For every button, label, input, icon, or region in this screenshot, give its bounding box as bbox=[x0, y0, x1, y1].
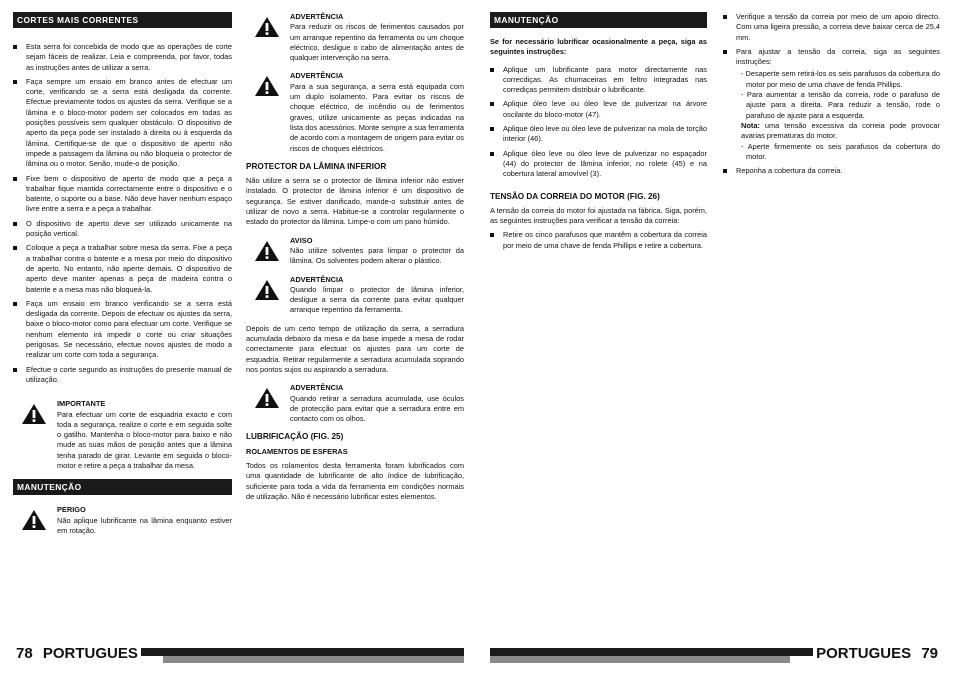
notice-title: AVISO bbox=[290, 235, 313, 245]
subheading: TENSÃO DA CORREIA DO MOTOR (FIG. 26) bbox=[490, 191, 660, 201]
column-3 bbox=[490, 12, 707, 255]
warning-notice bbox=[246, 275, 464, 316]
list-item: Aplique óleo leve ou óleo leve de pulverizar na mola de torção interior (46). bbox=[490, 124, 707, 145]
page-number: 78 bbox=[16, 645, 33, 662]
warning-icon bbox=[254, 75, 280, 97]
footer-bar-grey bbox=[490, 656, 790, 663]
notice-text: Não aplique lubrificante na lâmina enquanto estiver em rotação. bbox=[57, 515, 232, 535]
notice-text: Para reduzir os riscos de ferimentos causados por um arranque repentino da ferramenta ou um choque eléctrico, desligue o cabo de alimentação antes de qualquer intervenção na serra. bbox=[290, 22, 464, 63]
paragraph: A tensão da correia do motor foi ajustada na fábrica. Siga, porém, as seguintes instruções para verificar a tensão da correia: bbox=[490, 205, 707, 226]
note-label: Nota: bbox=[741, 120, 760, 130]
warning-notice bbox=[246, 12, 464, 63]
column-1 bbox=[13, 12, 232, 544]
footer-right bbox=[490, 645, 941, 662]
list-item: Aplique óleo leve ou óleo leve de pulverizar no espaçador (44) do protector de lâmina inferior, no rolete (45) e na cobertura lateral amovível (3). bbox=[490, 149, 707, 180]
list-item: Faça um ensaio em branco verificando se a serra está desligada da corrente. Depois de efectuar os ajustes da serra, baixe o bloco-motor como para efectuar um corte. Verifique se nenhum elemento irá impedir o corte ou criar situações perigosas. Se necessário, efectue novos ajustes de modo a realizar um corte com toda a segurança. bbox=[13, 299, 232, 361]
aviso-notice bbox=[246, 236, 464, 267]
notice-text: Quando limpar o protector de lâmina inferior, desligue a serra da corrente para evitar qualquer arranque repentino da ferramenta. bbox=[290, 284, 464, 315]
paragraph: Todos os rolamentos desta ferramenta foram lubrificados com uma quantidade de lubrificante de alto índice de lubrificação, suficiente para toda a vida da ferramenta em condições normais de utilização. Não é necessário lubrificar estes elementos. bbox=[246, 460, 464, 501]
warning-icon bbox=[254, 16, 280, 38]
warning-icon bbox=[21, 509, 47, 531]
list-item bbox=[723, 47, 940, 68]
paragraph: Não utilize a serra se o protector de lâmina inferior não estiver instalado. O protector de lâmina inferior é um dispositivo de segurança. Se estiver danificado, mande-o substituir antes de utilizar de novo a serra. Habitue-se a controlar regularmente o estado do protector da lâmina. Limpe-o com um pano húmido. bbox=[246, 176, 464, 227]
warning-icon bbox=[254, 279, 280, 301]
paragraph: Depois de um certo tempo de utilização da serra, a serradura acumulada debaixo da mesa e da base impede a mesa de rodar correctamente para efectuar os ajustes para um corte de esquadria. Retirar regularmente a serradura acumulada soprando nos pontos sujos ou aspirando a serradura. bbox=[246, 323, 464, 374]
notice-text: Não utilize solventes para limpar o protector da lâmina. Os solventes podem alterar o plástico. bbox=[290, 245, 464, 266]
note bbox=[736, 121, 940, 142]
notice-title: ADVERTÊNCIA bbox=[290, 383, 344, 393]
dash-item: - Aperte firmemente os seis parafusos da cobertura do motor. bbox=[741, 141, 940, 161]
warning-icon bbox=[254, 240, 280, 262]
page-language: PORTUGUES bbox=[42, 645, 138, 662]
section-header-manutencao: MANUTENÇÃO bbox=[13, 479, 232, 495]
list-item-text: Para ajustar a tensão da correia, siga as seguintes instruções: bbox=[736, 46, 940, 67]
list-item: Reponha a cobertura da correia. bbox=[723, 166, 940, 176]
list-item: Verifique a tensão da correia por meio de um apoio directo. Com uma ligeira pressão, a correia deve baixar cerca de 25,4 mm. bbox=[723, 12, 940, 43]
bullet-list bbox=[723, 166, 940, 176]
notice-title: ADVERTÊNCIA bbox=[290, 71, 344, 81]
page-label bbox=[13, 645, 141, 662]
subheading: PROTECTOR DA LÂMINA INFERIOR bbox=[246, 161, 387, 171]
warning-notice bbox=[246, 71, 464, 153]
subheading: LUBRIFICAÇÃO (FIG. 25) bbox=[246, 432, 344, 442]
page-language: PORTUGUES bbox=[816, 645, 912, 662]
column-2 bbox=[246, 12, 464, 502]
page-label bbox=[813, 645, 941, 662]
notice-text: Quando retirar a serradura acumulada, use óculos de protecção para evitar que a serradura entre em contacto com os olhos. bbox=[290, 393, 464, 424]
page-number: 79 bbox=[921, 645, 938, 662]
bullet-list bbox=[490, 65, 707, 180]
list-item: Esta serra foi concebida de modo que as operações de corte sejam fáceis de realizar. Leia e compreenda, por favor, todas as instruções antes de utilizar a serra. bbox=[13, 42, 232, 73]
footer-left bbox=[13, 645, 464, 662]
list-item: Aplique óleo leve ou óleo leve de pulverizar na árvore oscilante do bloco-motor (47). bbox=[490, 99, 707, 120]
notice-text: Para a sua segurança, a serra está equipada com um duplo isolamento. Para evitar os riscos de choque eléctrico, de incêndio ou de ferimentos graves, utilize unicamente as peças indicadas na lista dos acessórios. Monte sempre a sua ferramenta de acordo com a montagem de origem para evitar os riscos de choques eléctricos. bbox=[290, 81, 464, 153]
list-item: O dispositivo de aperto deve ser utilizado unicamente na posição vertical. bbox=[13, 219, 232, 240]
bullet-list bbox=[490, 230, 707, 251]
important-notice bbox=[13, 399, 232, 471]
footer-bar-grey bbox=[163, 656, 464, 663]
notice-text: Para efectuar um corte de esquadria exacto e com toda a segurança, realize o corte e em seguida solte o gatilho. Mantenha o bloco-motor para baixo e não mude as suas mãos de posição antes que a lâmina tenha parado de girar. Levante em seguida o bloco-motor e retire a peça a trabalhar da mesa. bbox=[57, 409, 232, 470]
list-item: Retire os cinco parafusos que mantêm a cobertura da correia por meio de uma chave de fenda Phillips e retire a cobertura. bbox=[490, 230, 707, 251]
notice-title: ADVERTÊNCIA bbox=[290, 274, 344, 284]
dash-item: - Desaperte sem retirá-los os seis parafusos da cobertura do motor por meio de uma chave de fenda Phillips. bbox=[741, 69, 940, 89]
list-item: Fixe bem o dispositivo de aperto de modo que a peça a trabalhar fique mantida correctamente entre o dispositivo e o batente, o suporte ou a base. Não deve haver nenhum espaço livre entre a serra e a peça a trabalhar. bbox=[13, 174, 232, 215]
section-header-cortes: CORTES MAIS CORRENTES bbox=[13, 12, 232, 28]
warning-notice bbox=[246, 383, 464, 424]
list-item: Faça sempre um ensaio em branco antes de efectuar um corte, verificando se a serra está desligada da corrente. Efectue previamente todos os ajustes da serra. Verifique se a lâmina e o bloco-motor podem ser colocados em todas as posições possíveis sem qualquer obstáculo. O dispositivo de aperto da peça pode ser instalado à direita ou à esquerda da lâmina. Certifique-se de que o dispositivo de aperto não impede a passagem da lâmina ou não bloqueia o protector de lâmina ou o motor. Senão, mude-o de posição. bbox=[13, 77, 232, 170]
danger-notice bbox=[13, 505, 232, 536]
notice-title: PERIGO bbox=[57, 505, 86, 515]
dash-item: - Para aumentar a tensão da correia, rode o parafuso de ajuste para a direita. Para reduzir a tensão, rode o parafuso de ajuste para a esquerda. bbox=[741, 90, 940, 120]
list-item: Coloque a peça a trabalhar sobre mesa da serra. Fixe a peça a trabalhar contra o batente e a mesa por meio do dispositivo de aperto. No entanto, não aperte demais. O dispositivo de aperto deve manter apenas a peça de madeira contra o batente e a mesa mas não bloqueá-la. bbox=[13, 243, 232, 294]
list-item: Aplique um lubrificante para motor directamente nas correcdiças. As chumaceiras em feltro integradas nas corrediças permitem distribuir o lubrificante. bbox=[490, 65, 707, 96]
dash-list bbox=[736, 69, 940, 162]
notice-title: ADVERTÊNCIA bbox=[290, 12, 344, 21]
intro-text: Se for necessário lubrificar ocasionalmente a peça, siga as seguintes instruções: bbox=[490, 37, 707, 57]
notice-title: IMPORTANTE bbox=[57, 399, 106, 409]
warning-icon bbox=[21, 403, 47, 425]
note-text: uma tensão excessiva da correia pode provocar avarias prematuras do motor. bbox=[741, 120, 940, 141]
bullet-list bbox=[723, 12, 940, 67]
bullet-list bbox=[13, 42, 232, 385]
subheading-small: ROLAMENTOS DE ESFERAS bbox=[246, 446, 348, 456]
column-4 bbox=[723, 12, 940, 180]
section-header-manutencao: MANUTENÇÃO bbox=[490, 12, 707, 28]
warning-icon bbox=[254, 387, 280, 409]
list-item: Efectue o corte segundo as instruções do presente manual de utilização. bbox=[13, 365, 232, 386]
